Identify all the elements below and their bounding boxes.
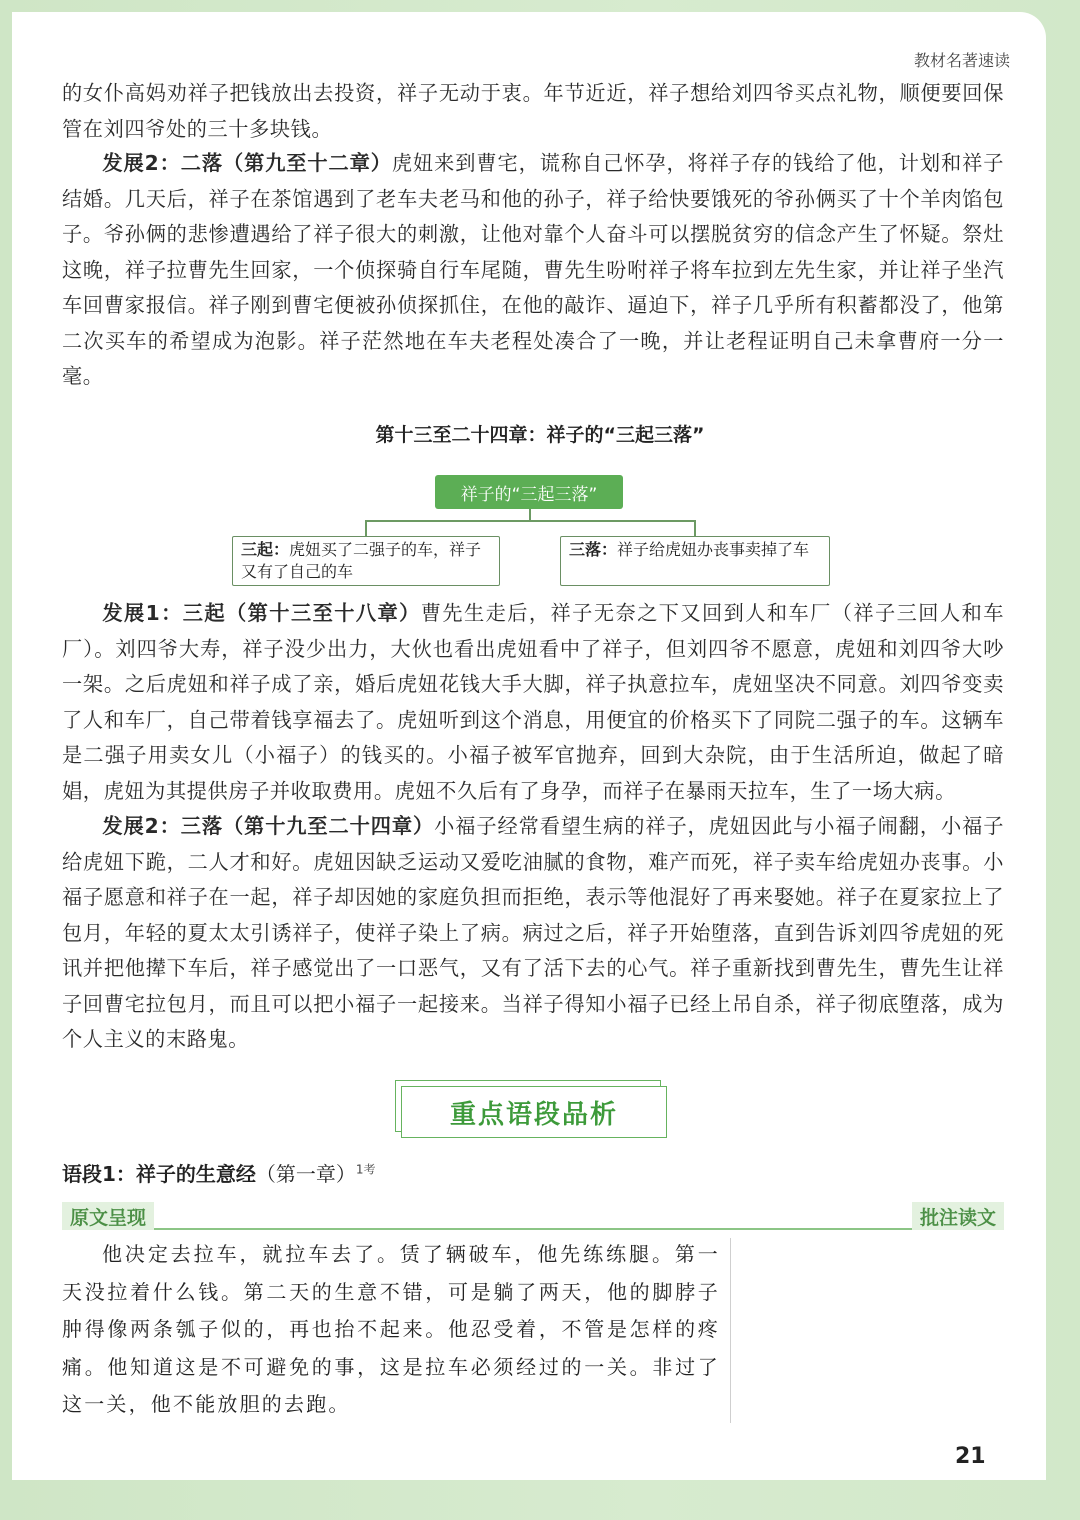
paragraph-2-body: 虎妞来到曹宅，谎称自己怀孕，将祥子存的钱给了他，计划和祥子结婚。几天后，祥子在茶馆遇到了老车夫老马和他的孙子，祥子给快要饿死的爷孙俩买了十个羊肉馅包子。爷孙俩的悲惨遭遇给了祥子很大的刺激，让他对靠个人奋斗可以摆脱贫穷的信念产生了怀疑。祭灶这晚，祥子拉曹先生回家，一个侦探骑自行车尾随，曹先生吩咐祥子将车拉到左先生家，并让祥子坐汽车回曹家报信。祥子刚到曹宅便被孙侦探抓住，在他的敲诈、逼迫下，祥子几乎所有积蓄都没了，他第二次买车的希望成为泡影。祥子茫然地在车夫老程处凑合了一晚，并让老程证明自己未拿曹府一分一毫。 — [62, 151, 1004, 388]
diagram-node-three-rises-text: 虎妞买了二强子的车，祥子又有了自己的车 — [241, 540, 482, 581]
original-text-tab: 原文呈现 — [62, 1202, 154, 1230]
paragraph-4 — [62, 809, 1004, 1058]
diagram-node-three-falls-text: 祥子给虎妞办丧事卖掉了车 — [617, 540, 810, 559]
diagram-node-three-rises — [232, 536, 500, 586]
original-excerpt: 他决定去拉车，就拉车去了。赁了辆破车，他先练练腿。第一天没拉着什么钱。第二天的生意不错，可是躺了两天，他的脚脖子肿得像两条瓠子似的，再也抬不起来。他忍受着，不管是怎样的疼痛。他知道这是不可避免的事，这是拉车必须经过的一关。非过了这一关，他不能放胆的去跑。 — [62, 1242, 720, 1416]
diagram-connector-bar — [365, 520, 695, 522]
diagram-node-three-falls — [560, 536, 830, 586]
annotation-tab: 批注读文 — [912, 1202, 1004, 1230]
paragraph-3-lead: 发展1：三起（第十三至十八章） — [102, 601, 421, 625]
exam-count-mark: 1考 — [355, 1162, 376, 1177]
passage-chapter: （第一章） — [255, 1162, 356, 1186]
diagram-connector-right — [694, 520, 696, 536]
tab-underline — [62, 1228, 1004, 1230]
diagram-node-three-falls-label: 三落： — [569, 540, 618, 559]
paragraph-4-body: 小福子经常看望生病的祥子，虎妞因此与小福子闹翻，小福子给虎妞下跪，二人才和好。虎妞因缺乏运动又爱吃油腻的食物，难产而死，祥子卖车给虎妞办丧事。小福子愿意和祥子在一起，祥子却因她的家庭负担而拒绝，表示等他混好了再来娶她。祥子在夏家拉上了包月，年轻的夏太太引诱祥子，使祥子染上了病。病过之后，祥子开始堕落，直到告诉刘四爷虎妞的死讯并把他撵下车后，祥子感觉出了一口恶气，又有了活下去的心气。祥子重新找到曹先生，曹先生让祥子回曹宅拉包月，而且可以把小福子一起接来。当祥子得知小福子已经上吊自杀，祥子彻底堕落，成为个人主义的末路鬼。 — [62, 814, 1004, 1051]
annotation-column-divider — [730, 1238, 731, 1423]
passage-heading — [62, 1158, 376, 1187]
paragraph-3-body: 曹先生走后，祥子无奈之下又回到人和车厂（祥子三回人和车厂）。刘四爷大寿，祥子没少出力，大伙也看出虎妞看中了祥子，但刘四爷不愿意，虎妞和刘四爷大吵一架。之后虎妞和祥子成了亲，婚后虎妞花钱大手大脚，祥子执意拉车，虎妞坚决不同意。刘四爷变卖了人和车厂，自己带着钱享福去了。虎妞听到这个消息，用便宜的价格买下了同院二强子的车。这辆车是二强子用卖女儿（小福子）的钱买的。小福子被军官抛弃，回到大杂院，由于生活所迫，做起了暗娼，虎妞为其提供房子并收取费用。虎妞不久后有了身孕，而祥子在暴雨天拉车，生了一场大病。 — [62, 601, 1004, 803]
paragraph-2-lead: 发展2：二落（第九至十二章） — [102, 151, 392, 175]
diagram-connector-left — [365, 520, 367, 536]
section-title: 第十三至二十四章：祥子的“三起三落” — [375, 424, 705, 446]
diagram-node-three-rises-label: 三起： — [241, 540, 290, 559]
paragraph-2 — [62, 146, 1004, 395]
paragraph-1: 的女仆高妈劝祥子把钱放出去投资，祥子无动于衷。年节近近，祥子想给刘四爷买点礼物，顺便要回保管在刘四爷处的三十多块钱。 — [62, 81, 1004, 141]
paragraph-4-lead: 发展2：三落（第十九至二十四章） — [102, 814, 435, 838]
diagram-root-node: 祥子的“三起三落” — [435, 475, 623, 509]
section-banner: 重点语段品析 — [401, 1086, 667, 1138]
paragraph-3 — [62, 596, 1004, 809]
running-head: 教材名著速读 — [913, 51, 1010, 70]
page-number: 21 — [955, 1444, 986, 1469]
passage-title: 语段1：祥子的生意经 — [62, 1162, 256, 1186]
